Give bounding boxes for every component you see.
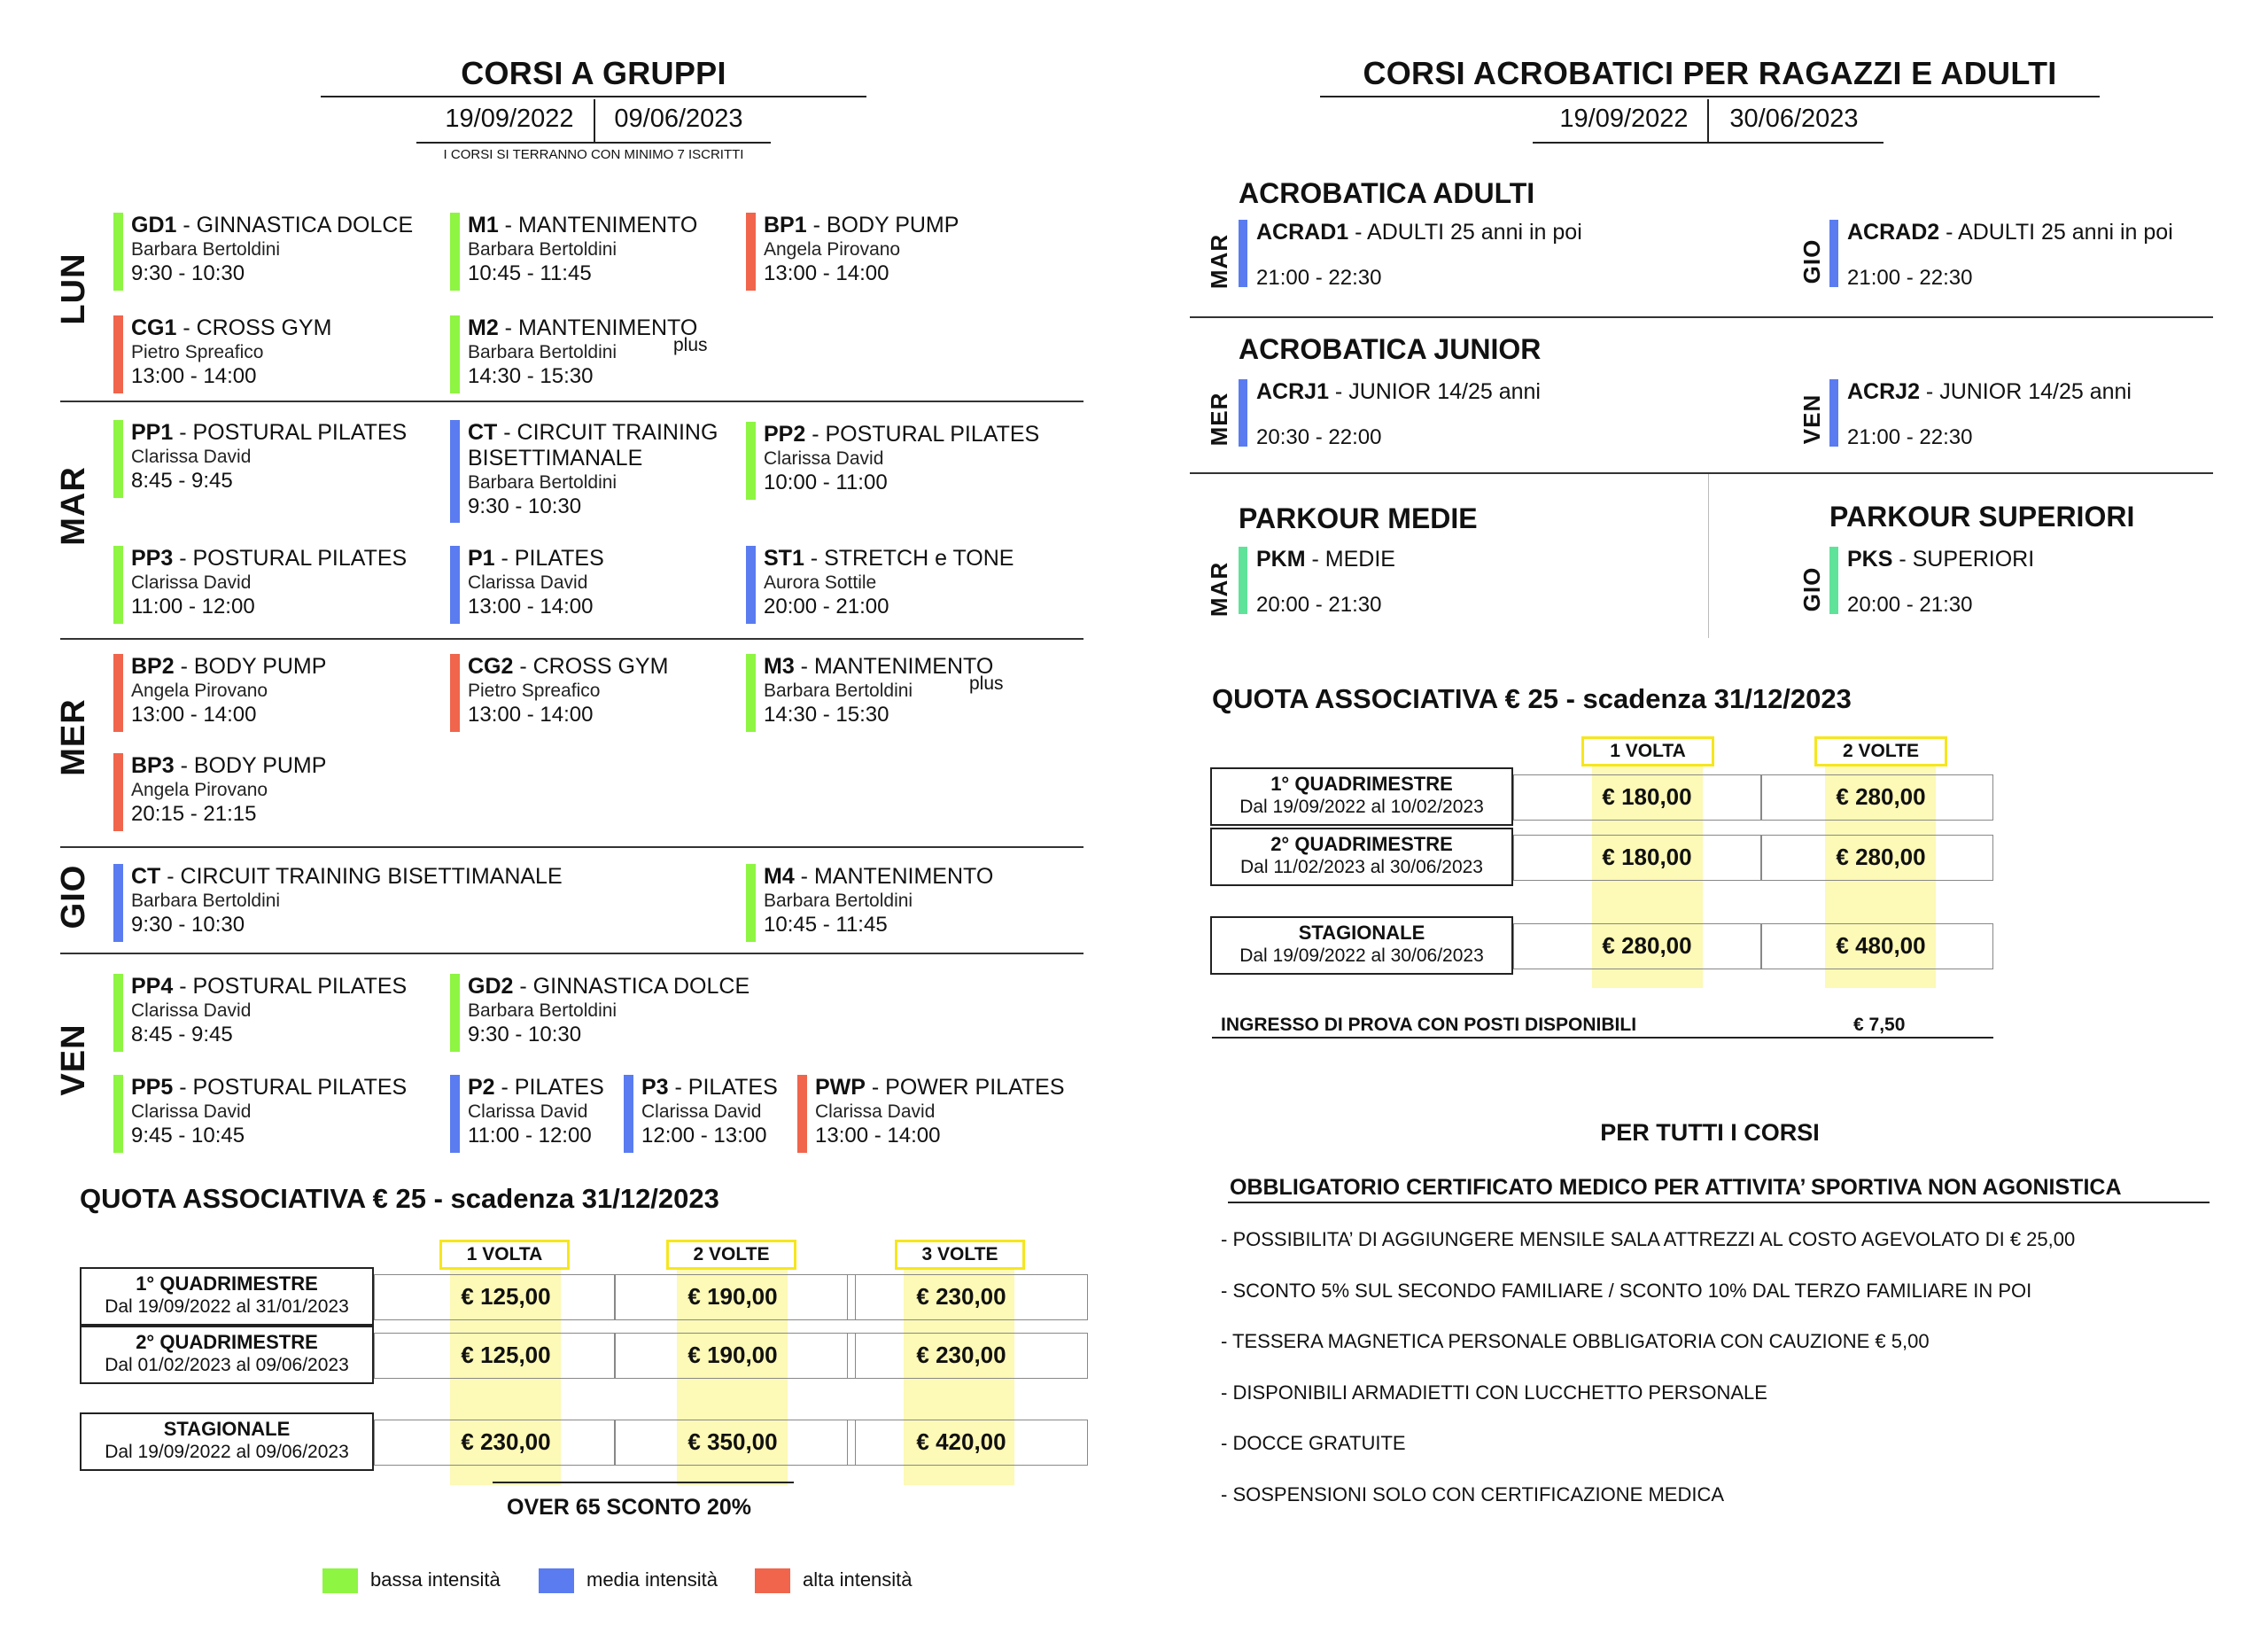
course-time: 8:45 - 9:45 (131, 469, 233, 493)
course-teacher: Clarissa David (815, 1101, 936, 1122)
course-teacher: Barbara Bertoldini (131, 239, 281, 260)
all-courses-title: PER TUTTI I CORSI (1600, 1119, 1820, 1146)
intensity-bar-bassa (746, 864, 756, 942)
legend-swatch-bassa (322, 1568, 358, 1593)
price-value: € 420,00 (916, 1428, 1006, 1455)
right-title: CORSI ACROBATICI PER RAGAZZI E ADULTI (1363, 55, 2057, 91)
course-code: PP5 (131, 1075, 174, 1100)
course-card-bp3 (113, 753, 326, 831)
course-code: CT (468, 420, 498, 445)
course-time: 11:00 - 12:00 (468, 1124, 592, 1148)
price-row-period: Dal 19/09/2022 al 30/06/2023 (1239, 945, 1484, 966)
course-code: M2 (468, 315, 499, 340)
course-teacher: Angela Pirovano (764, 239, 901, 260)
acro-color-bar (1239, 547, 1247, 614)
acro-day-label: MER (1206, 392, 1232, 447)
price-row-title: STAGIONALE (163, 1418, 291, 1440)
course-time: 13:00 - 14:00 (131, 703, 257, 727)
course-code: PP1 (131, 420, 174, 445)
price-row-period: Dal 01/02/2023 al 09/06/2023 (105, 1355, 349, 1375)
course-time: 13:00 - 14:00 (468, 595, 594, 619)
course-name: BP2 - BODY PUMP (131, 654, 327, 679)
acro-course-name: PKM - MEDIE (1256, 547, 1395, 572)
left-title: CORSI A GRUPPI (461, 55, 726, 91)
course-card-bp1 (746, 213, 959, 291)
price-row-title: 2° QUADRIMESTRE (1270, 833, 1453, 855)
intensity-bar-alta (113, 753, 123, 831)
price-row-label (1210, 767, 1513, 826)
course-name: GD1 - GINNASTICA DOLCE (131, 213, 414, 237)
acro-course-pks (1829, 547, 2035, 617)
intensity-bar-bassa (450, 213, 460, 291)
day-label-ven: VEN (55, 1023, 92, 1096)
day-separator (60, 953, 1084, 954)
course-teacher: Barbara Bertoldini (764, 681, 913, 701)
course-teacher: Barbara Bertoldini (131, 891, 281, 911)
section-separator (1190, 316, 2213, 318)
left-quota-title: QUOTA ASSOCIATIVA € 25 - scadenza 31/12/2023 (80, 1183, 719, 1214)
acro-course-code: PKM (1256, 547, 1306, 572)
intensity-bar-bassa (450, 315, 460, 393)
day-label-mer: MER (55, 698, 92, 776)
intensity-bar-bassa (113, 213, 123, 291)
acro-course-code: PKS (1847, 547, 1893, 572)
trial-entry-label: INGRESSO DI PROVA CON POSTI DISPONIBILI (1221, 1015, 1637, 1035)
day-label-mar: MAR (55, 466, 92, 546)
intensity-bar-bassa (746, 654, 756, 732)
medical-notice-underline (1228, 1202, 2210, 1203)
general-note-item: - DOCCE GRATUITE (1221, 1432, 1406, 1454)
acro-course-acrad2 (1829, 220, 2173, 290)
price-value: € 230,00 (916, 1342, 1006, 1368)
course-time: 9:45 - 10:45 (131, 1124, 245, 1148)
course-name: PP3 - POSTURAL PILATES (131, 546, 408, 571)
acro-course-time: 21:00 - 22:30 (1256, 266, 1382, 290)
course-card-m2 (450, 315, 708, 393)
course-card-st1 (746, 546, 1014, 624)
acro-course-name: ACRAD1 - ADULTI 25 anni in poi (1256, 220, 1582, 245)
course-time: 9:30 - 10:30 (131, 261, 245, 285)
course-card-cg2 (450, 654, 668, 732)
course-teacher: Angela Pirovano (131, 780, 268, 800)
course-card-ct (113, 864, 563, 942)
course-card-gd2 (450, 974, 750, 1052)
price-row-title: 1° QUADRIMESTRE (136, 1272, 318, 1295)
day-separator (60, 638, 1084, 640)
course-teacher: Clarissa David (131, 1101, 252, 1122)
course-teacher: Barbara Bertoldini (468, 239, 617, 260)
left-date-rule (416, 142, 771, 144)
intensity-bar-alta (450, 654, 460, 732)
intensity-bar-media (113, 864, 123, 942)
acro-color-bar (1829, 547, 1838, 614)
course-code: CG2 (468, 654, 514, 679)
acro-course-time: 20:00 - 21:30 (1256, 593, 1382, 617)
course-name: BP1 - BODY PUMP (764, 213, 959, 237)
course-teacher: Barbara Bertoldini (764, 891, 913, 911)
course-code: ST1 (764, 546, 804, 571)
course-card-cg1 (113, 315, 331, 393)
course-code: P3 (641, 1075, 669, 1100)
acro-course-time: 20:00 - 21:30 (1847, 593, 1973, 617)
price-value: € 280,00 (1836, 844, 1926, 870)
course-code: M4 (764, 864, 795, 889)
course-time: 10:00 - 11:00 (764, 471, 888, 494)
intensity-bar-media (450, 420, 460, 523)
intensity-bar-alta (746, 213, 756, 291)
price-row-title: STAGIONALE (1298, 922, 1425, 944)
right-date-divider (1707, 99, 1709, 144)
price-row-label (80, 1267, 374, 1326)
course-time: 12:00 - 13:00 (641, 1124, 767, 1148)
course-name: P2 - PILATES (468, 1075, 604, 1100)
course-name: BP3 - BODY PUMP (131, 753, 327, 778)
course-time: 13:00 - 14:00 (468, 703, 594, 727)
course-teacher: Clarissa David (764, 448, 884, 469)
section-title-parkour-superiori: PARKOUR SUPERIORI (1829, 501, 2135, 533)
course-time: 8:45 - 9:45 (131, 1023, 233, 1046)
price-row-period: Dal 19/09/2022 al 31/01/2023 (105, 1296, 349, 1317)
price-value: € 190,00 (687, 1283, 778, 1310)
section-title-parkour-medie: PARKOUR MEDIE (1239, 502, 1478, 534)
left-price-header: 1 VOLTA (439, 1240, 570, 1270)
course-card-p1 (450, 546, 604, 624)
price-value: € 480,00 (1836, 932, 1926, 959)
course-code: BP1 (764, 213, 807, 237)
over65-discount: OVER 65 SCONTO 20% (507, 1495, 752, 1520)
day-label-gio: GIO (55, 864, 92, 930)
course-code: PP3 (131, 546, 174, 571)
course-teacher: Barbara Bertoldini (468, 342, 617, 362)
day-separator (60, 846, 1084, 848)
acro-day-label: GIO (1798, 566, 1825, 612)
acro-course-name: PKS - SUPERIORI (1847, 547, 2035, 572)
course-teacher: Pietro Spreafico (468, 681, 601, 701)
course-time: 20:15 - 21:15 (131, 802, 257, 826)
acro-color-bar (1829, 379, 1838, 447)
price-row-label (80, 1326, 374, 1384)
course-name: PP2 - POSTURAL PILATES (764, 422, 1040, 447)
right-date-rule (1533, 142, 1884, 144)
course-time: 13:00 - 14:00 (131, 364, 257, 388)
price-row-title: 2° QUADRIMESTRE (136, 1331, 318, 1353)
right-date-start: 19/09/2022 (1559, 105, 1689, 133)
price-value: € 280,00 (1836, 783, 1926, 810)
left-date-end: 09/06/2023 (614, 105, 743, 133)
course-time: 14:30 - 15:30 (764, 703, 889, 727)
section-title-acrobatica-adulti: ACROBATICA ADULTI (1239, 177, 1535, 209)
right-title-rule (1320, 96, 2100, 97)
course-name: CG2 - CROSS GYM (468, 654, 669, 679)
acro-course-code: ACRAD2 (1847, 220, 1940, 245)
course-code: PP4 (131, 974, 174, 999)
course-teacher: Clarissa David (468, 1101, 588, 1122)
course-teacher: Clarissa David (131, 447, 252, 467)
course-name: P3 - PILATES (641, 1075, 778, 1100)
over65-underline (493, 1482, 794, 1483)
price-row-period: Dal 19/09/2022 al 10/02/2023 (1239, 797, 1484, 817)
course-card-ct (450, 420, 718, 523)
day-separator (60, 401, 1084, 402)
acro-course-code: ACRJ2 (1847, 379, 1920, 404)
course-card-p3 (624, 1075, 778, 1153)
course-card-pp1 (113, 420, 407, 498)
course-code: GD1 (131, 213, 177, 237)
left-price-header: 3 VOLTE (895, 1240, 1025, 1270)
medical-certificate-notice: OBBLIGATORIO CERTIFICATO MEDICO PER ATTIVITA’ SPORTIVA NON AGONISTICA (1230, 1175, 2122, 1200)
legend-label-bassa: bassa intensità (370, 1568, 501, 1591)
course-teacher: Clarissa David (468, 572, 588, 593)
course-plus-tag: plus (673, 335, 708, 355)
acro-color-bar (1829, 220, 1838, 287)
intensity-bar-alta (113, 315, 123, 393)
left-date-start: 19/09/2022 (445, 105, 574, 133)
course-name: PP1 - POSTURAL PILATES (131, 420, 408, 445)
course-card-p2 (450, 1075, 604, 1153)
course-time: 9:30 - 10:30 (131, 913, 245, 937)
course-time: 20:00 - 21:00 (764, 595, 889, 619)
course-teacher: Aurora Sottile (764, 572, 877, 593)
course-code: GD2 (468, 974, 514, 999)
legend-swatch-alta (755, 1568, 790, 1593)
trial-entry-rule (1212, 1037, 1993, 1039)
general-note-item: - TESSERA MAGNETICA PERSONALE OBBLIGATORIA CON CAUZIONE € 5,00 (1221, 1330, 1930, 1352)
right-date-end: 30/06/2023 (1729, 105, 1859, 133)
intensity-bar-alta (113, 654, 123, 732)
course-card-m1 (450, 213, 697, 291)
course-name: M4 - MANTENIMENTO (764, 864, 994, 889)
price-row-period: Dal 11/02/2023 al 30/06/2023 (1239, 857, 1483, 877)
acro-course-acrj2 (1829, 379, 2132, 447)
intensity-bar-bassa (746, 422, 756, 500)
left-min-note: I CORSI SI TERRANNO CON MINIMO 7 ISCRITTI (443, 147, 744, 162)
acro-day-label: MAR (1206, 561, 1232, 618)
course-name: CG1 - CROSS GYM (131, 315, 332, 340)
course-code: M1 (468, 213, 499, 237)
acro-color-bar (1239, 379, 1247, 447)
acro-course-name: ACRAD2 - ADULTI 25 anni in poi (1847, 220, 2173, 245)
intensity-bar-media (746, 546, 756, 624)
acro-course-name: ACRJ2 - JUNIOR 14/25 anni (1847, 379, 2132, 404)
course-teacher: Barbara Bertoldini (468, 472, 617, 493)
course-code: PWP (815, 1075, 866, 1100)
course-name: GD2 - GINNASTICA DOLCE (468, 974, 750, 999)
course-name: M3 - MANTENIMENTO (764, 654, 994, 679)
course-card-pp5 (113, 1075, 407, 1153)
course-time: 10:45 - 11:45 (468, 261, 592, 285)
intensity-bar-bassa (450, 974, 460, 1052)
general-note-item: - SCONTO 5% SUL SECONDO FAMILIARE / SCONTO 10% DAL TERZO FAMILIARE IN POI (1221, 1279, 2032, 1302)
section-title-acrobatica-junior: ACROBATICA JUNIOR (1239, 333, 1542, 365)
general-note-item: - POSSIBILITA’ DI AGGIUNGERE MENSILE SALA ATTREZZI AL COSTO AGEVOLATO DI € 25,00 (1221, 1228, 2076, 1250)
course-teacher: Angela Pirovano (131, 681, 268, 701)
acro-course-acrj1 (1239, 379, 1541, 447)
price-row-label (1210, 828, 1513, 886)
course-teacher: Clarissa David (131, 1000, 252, 1021)
course-name: PWP - POWER PILATES (815, 1075, 1065, 1100)
right-price-header: 1 VOLTA (1581, 736, 1714, 766)
intensity-bar-media (450, 1075, 460, 1153)
course-code: CG1 (131, 315, 177, 340)
course-time: 14:30 - 15:30 (468, 364, 594, 388)
course-name: PP5 - POSTURAL PILATES (131, 1075, 408, 1100)
general-note-item: - SOSPENSIONI SOLO CON CERTIFICAZIONE MEDICA (1221, 1482, 1725, 1505)
price-value: € 350,00 (687, 1428, 778, 1455)
right-quota-title: QUOTA ASSOCIATIVA € 25 - scadenza 31/12/2023 (1212, 683, 1852, 714)
course-time: 9:30 - 10:30 (468, 1023, 582, 1046)
course-card-gd1 (113, 213, 413, 291)
course-code: BP2 (131, 654, 175, 679)
course-card-pp2 (746, 422, 1039, 500)
course-code: M3 (764, 654, 795, 679)
intensity-bar-bassa (113, 420, 123, 498)
price-value: € 230,00 (916, 1283, 1006, 1310)
acro-color-bar (1239, 220, 1247, 287)
left-price-header: 2 VOLTE (666, 1240, 796, 1270)
course-time: 11:00 - 12:00 (131, 595, 255, 619)
acro-course-code: ACRAD1 (1256, 220, 1349, 245)
course-code: PP2 (764, 422, 806, 447)
intensity-bar-media (624, 1075, 633, 1153)
course-card-m3 (746, 654, 1004, 732)
intensity-bar-bassa (113, 1075, 123, 1153)
course-card-bp2 (113, 654, 326, 732)
acro-day-label: GIO (1798, 238, 1825, 284)
price-value: € 180,00 (1602, 783, 1692, 810)
course-teacher: Clarissa David (131, 572, 252, 593)
price-row-title: 1° QUADRIMESTRE (1270, 773, 1453, 795)
price-value: € 230,00 (461, 1428, 551, 1455)
acro-course-time: 20:30 - 22:00 (1256, 425, 1382, 449)
course-code: BP3 (131, 753, 175, 778)
course-time: 13:00 - 14:00 (815, 1124, 941, 1148)
course-time: 9:30 - 10:30 (468, 494, 582, 518)
intensity-bar-bassa (113, 974, 123, 1052)
price-value: € 125,00 (461, 1283, 551, 1310)
day-label-lun: LUN (55, 253, 92, 325)
price-value: € 190,00 (687, 1342, 778, 1368)
acro-course-name: ACRJ1 - JUNIOR 14/25 anni (1256, 379, 1541, 404)
course-name: M1 - MANTENIMENTO (468, 213, 698, 237)
course-code: CT (131, 864, 161, 889)
acro-course-pkm (1239, 547, 1395, 617)
acro-course-acrad1 (1239, 220, 1582, 290)
price-row-label (1210, 916, 1513, 975)
course-plus-tag: plus (969, 673, 1004, 694)
right-price-header: 2 VOLTE (1814, 736, 1947, 766)
course-code: P2 (468, 1075, 495, 1100)
left-title-rule (321, 96, 866, 97)
price-row-period: Dal 19/09/2022 al 09/06/2023 (105, 1442, 349, 1462)
price-value: € 180,00 (1602, 844, 1692, 870)
acro-course-code: ACRJ1 (1256, 379, 1329, 404)
course-teacher: Clarissa David (641, 1101, 762, 1122)
course-name: M2 - MANTENIMENTO (468, 315, 698, 340)
acro-day-label: MAR (1206, 233, 1232, 290)
price-row-label (80, 1412, 374, 1471)
course-card-pwp (797, 1075, 1065, 1153)
course-name-line2: BISETTIMANALE (468, 446, 643, 471)
course-name: ST1 - STRETCH e TONE (764, 546, 1014, 571)
course-name: PP4 - POSTURAL PILATES (131, 974, 408, 999)
course-card-m4 (746, 864, 993, 942)
course-time: 13:00 - 14:00 (764, 261, 889, 285)
intensity-bar-alta (797, 1075, 807, 1153)
intensity-bar-bassa (113, 546, 123, 624)
legend-label-alta: alta intensità (803, 1568, 913, 1591)
course-name: CT - CIRCUIT TRAINING BISETTIMANALE (131, 864, 563, 889)
legend-swatch-media (539, 1568, 574, 1593)
course-card-pp4 (113, 974, 407, 1052)
left-date-divider (594, 99, 595, 144)
intensity-bar-media (450, 546, 460, 624)
acro-day-label: VEN (1798, 393, 1825, 445)
section-separator (1190, 472, 2213, 474)
price-value: € 280,00 (1602, 932, 1692, 959)
course-name: CT - CIRCUIT TRAINING (468, 420, 718, 445)
general-note-item: - DISPONIBILI ARMADIETTI CON LUCCHETTO PERSONALE (1221, 1381, 1767, 1404)
course-teacher: Pietro Spreafico (131, 342, 264, 362)
price-value: € 125,00 (461, 1342, 551, 1368)
acro-course-time: 21:00 - 22:30 (1847, 425, 1973, 449)
course-code: P1 (468, 546, 495, 571)
course-teacher: Barbara Bertoldini (468, 1000, 617, 1021)
course-time: 10:45 - 11:45 (764, 913, 888, 937)
course-card-pp3 (113, 546, 407, 624)
legend-label-media: media intensità (586, 1568, 718, 1591)
acro-course-time: 21:00 - 22:30 (1847, 266, 1973, 290)
parkour-divider (1708, 474, 1709, 638)
trial-entry-price: € 7,50 (1853, 1015, 1906, 1035)
course-name: P1 - PILATES (468, 546, 604, 571)
